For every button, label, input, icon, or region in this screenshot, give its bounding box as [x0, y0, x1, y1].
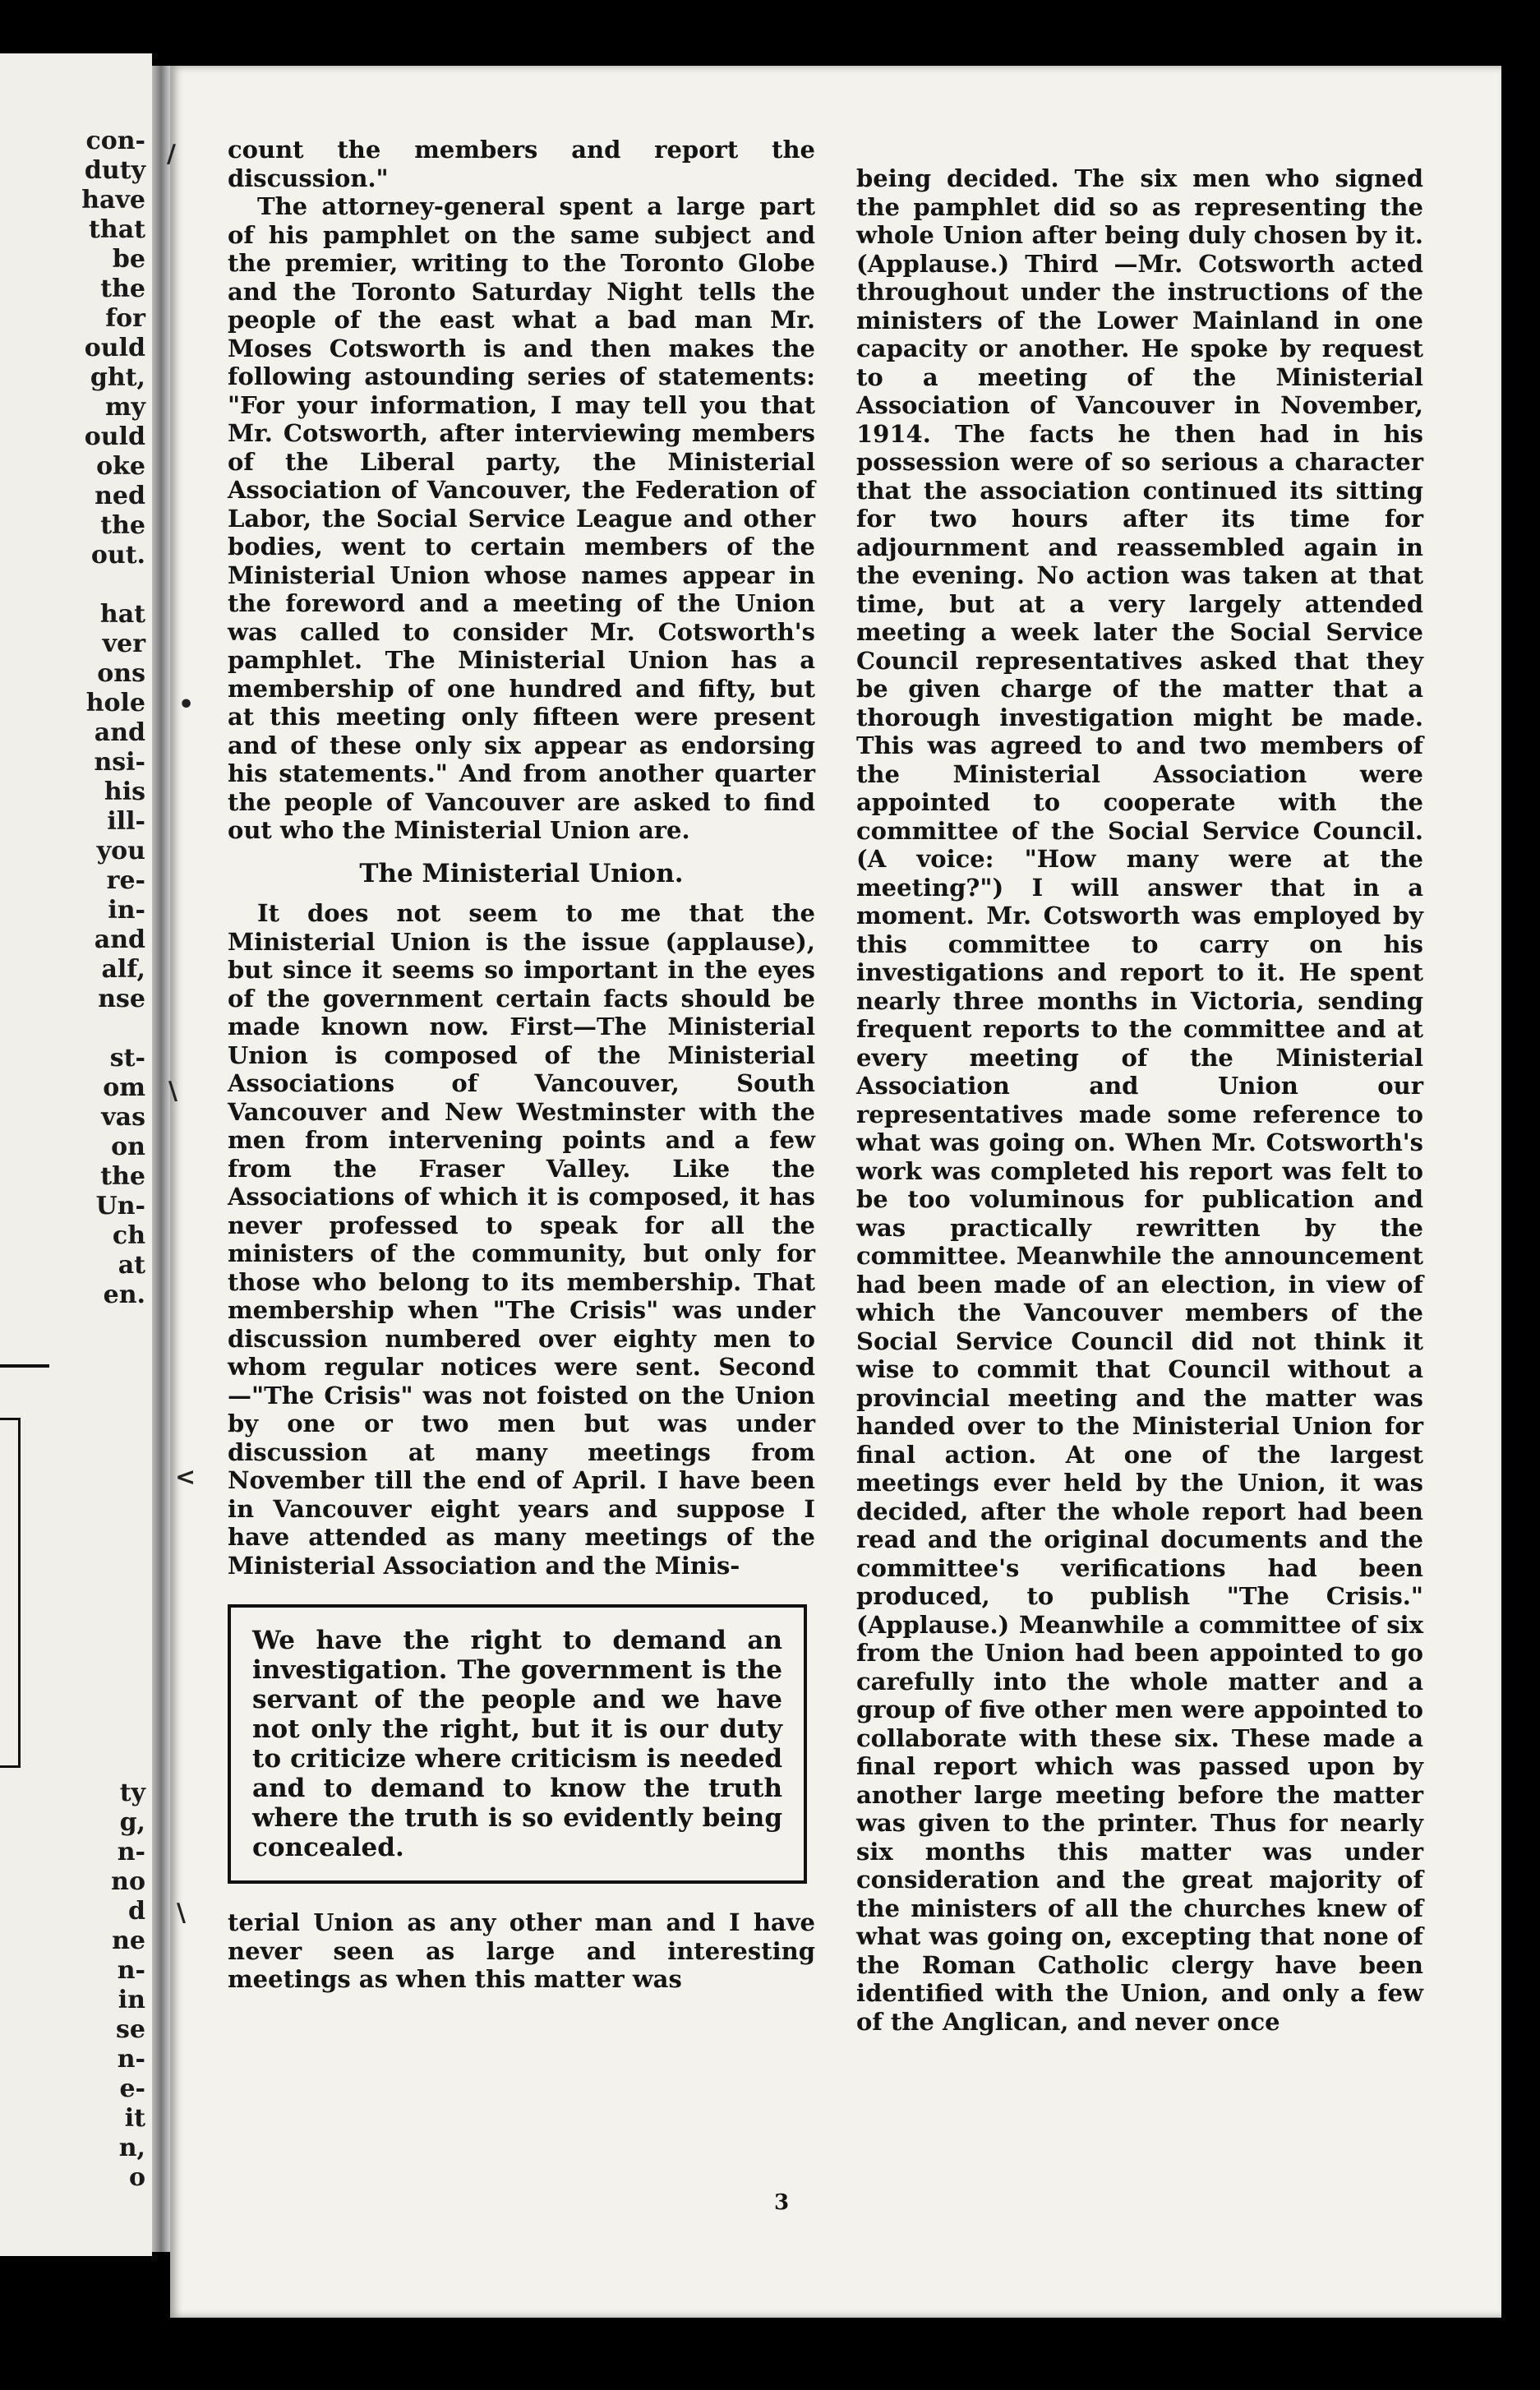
left-page-box	[0, 1418, 21, 1768]
margin-mark: \	[168, 1077, 178, 1105]
left-page-fragment-word: in-	[108, 896, 145, 925]
left-page-fragment-word: no	[111, 1867, 145, 1896]
left-page-fragment-word: you	[96, 837, 145, 865]
left-page-fragment-word: d	[128, 1897, 145, 1926]
left-page-fragment-word: that	[89, 215, 145, 244]
left-page-fragment-word: vas	[101, 1103, 145, 1132]
left-page-fragment-word: nsi-	[94, 748, 145, 777]
left-page-fragment-word: re-	[106, 866, 145, 895]
margin-mark: •	[178, 690, 195, 719]
left-page-fragment-word: out.	[90, 541, 145, 570]
left-page-fragment-word: the	[100, 1162, 145, 1191]
page-number: 3	[774, 2190, 790, 2215]
left-page-fragment-word: at	[118, 1251, 145, 1280]
margin-mark: /	[167, 140, 176, 168]
left-page-fragment-word: for	[105, 304, 145, 333]
paragraph: It does not seem to me that the Ministerial Union is the issue (applause), but since it seems so important in the eyes of the government certain facts should be made known now. First—The Ministerial Union is composed of the Ministerial Associations of Vancouver, South Vancouver and New Westminster with the men from intervening points and a few from the Fraser Valley. Like the Associations of which it is composed, it has never professed to speak for all the ministers of the community, but only for those who belong to its membership. That membership when "The Crisis" was under discussion numbered over eighty men to whom regular notices were sent. Second—"The Crisis" was not foisted on the Union by one or two men but was under discussion at many meetings from November till the end of April. I have been in Vancouver eight years and suppose I have attended as many meetings of the Ministerial Association and the Minis-	[228, 899, 815, 1580]
margin-mark: <	[175, 1463, 196, 1492]
section-heading: The Ministerial Union.	[359, 858, 684, 888]
left-page-fragment-word: my	[104, 393, 145, 422]
left-page-fragment-word: duty	[84, 156, 145, 185]
left-page-fragment-word: ne	[112, 1926, 145, 1955]
left-page-fragment-word: ght,	[90, 363, 145, 392]
left-page-fragment	[0, 53, 152, 2256]
left-page-fragment-word: it	[124, 2104, 145, 2133]
left-page-fragment-word: st-	[109, 1044, 145, 1073]
left-page-fragment-word: ould	[84, 422, 145, 451]
left-page-fragment-word: o	[128, 2163, 145, 2192]
left-page-fragment-word: hat	[99, 600, 145, 629]
left-page-fragment-word: om	[103, 1073, 145, 1102]
left-page-fragment-word: Un-	[95, 1192, 145, 1220]
paragraph: count the members and report the discussion."	[228, 136, 815, 192]
left-column	[228, 136, 815, 1994]
left-page-fragment-word: ned	[95, 482, 145, 510]
left-page-fragment-word: se	[116, 2015, 145, 2044]
left-page-rule	[0, 1364, 49, 1368]
left-page-fragment-word: the	[100, 511, 145, 540]
callout-box	[228, 1604, 807, 1884]
left-page-fragment-word: in	[118, 1986, 145, 2014]
left-page-fragment-word: the	[100, 275, 145, 303]
left-page-fragment-word: en.	[103, 1280, 145, 1309]
callout-text: We have the right to demand an investigation. The government is the servant of the people and we have not only the right, but it is our duty to criticize where criticism is needed and to demand to know the truth where the truth is so evidently being concealed.	[252, 1626, 782, 1862]
left-page-fragment-word: and	[94, 718, 145, 747]
left-page-fragment-word: be	[112, 245, 145, 274]
left-page-fragment-word: ill-	[107, 807, 145, 836]
left-page-fragment-word: con-	[85, 127, 145, 155]
left-page-fragment-word: ould	[84, 334, 145, 362]
page-gutter	[152, 66, 170, 2252]
paragraph: terial Union as any other man and I have never seen as large and interesting meetings as when this matter was	[228, 1908, 815, 1993]
left-page-fragment-word: n-	[117, 1838, 145, 1866]
left-page-fragment-word: oke	[96, 452, 145, 481]
left-page-fragment-word: e-	[119, 2074, 145, 2103]
left-page-fragment-word: have	[81, 186, 145, 215]
left-page-fragment-word: his	[104, 777, 145, 806]
left-page-fragment-word: ons	[97, 659, 145, 688]
left-page-fragment-word: ty	[119, 1779, 145, 1807]
left-page-fragment-word: and	[94, 925, 145, 954]
paragraph: being decided. The six men who signed the pamphlet did so as representing the whole Union after being duly chosen by it. (Applause.) Third —Mr. Cotsworth acted throughout under the instructions of the ministers of the Lower Mainland in one capacity or another. He spoke by request to a meeting of the Ministerial Association of Vancouver in November, 1914. The facts he then had in his possession were of so serious a character that the association continued its sitting for two hours after its time for adjournment and reassembled again in the evening. No action was taken at that time, but at a very largely attended meeting a week later the Social Service Council representatives asked that they be given charge of the matter that a thorough investigation might be made. This was agreed to and two members of the Ministerial Association were appointed to cooperate with the committee of the Social Service Council. (A voice: "How many were at the meeting?") I will answer that in a moment. Mr. Cotsworth was employed by this committee to carry on his investigations and report to it. He spent nearly three months in Victoria, sending frequent reports to the committee and at every meeting of the Ministerial Association and Union our representatives made some reference to what was going on. When Mr. Cotsworth's work was completed his report was felt to be too voluminous for publication and was practically rewritten by the committee. Meanwhile the announcement had been made of an election, in view of which the Vancouver members of the Social Service Council did not think it wise to commit that Council without a provincial meeting and the matter was handed over to the Ministerial Union for final action. At one of the largest meetings ever held by the Union, it was decided, after the whole report had been read and the original documents and the committee's verifications had been produced, to publish "The Crisis." (Applause.) Meanwhile a committee of six from the Union had been appointed to go carefully into the whole matter and a group of five other men were appointed to collaborate with these six. These made a final report which was passed upon by another large meeting before the matter was given to the printer. Thus for nearly six months this matter was under consideration and the great majority of the ministers of all the churches knew of what was going on, excepting that none of the Roman Catholic clergy have been identified with the Union, and only a few of the Anglican, and never once	[856, 164, 1423, 2036]
left-page-fragment-word: n,	[118, 2134, 145, 2162]
left-page-fragment-word: on	[111, 1133, 145, 1161]
page	[167, 66, 1501, 2318]
left-page-fragment-word: ver	[102, 630, 145, 658]
left-page-fragment-word: n-	[117, 2045, 145, 2074]
right-column	[856, 164, 1423, 2036]
left-page-fragment-word: nse	[98, 985, 145, 1013]
margin-mark: \	[177, 1899, 186, 1927]
left-page-fragment-word: alf,	[101, 955, 145, 984]
left-page-fragment-word: hole	[85, 689, 145, 717]
left-page-fragment-word: g,	[119, 1808, 145, 1837]
left-page-fragment-word: n-	[117, 1956, 145, 1985]
left-page-fragment-word: ch	[112, 1221, 145, 1250]
paragraph: The attorney-general spent a large part of his pamphlet on the same subject and the premier, writing to the Toronto Globe and the Toronto Saturday Night tells the people of the east what a bad man Mr. Moses Cotsworth is and then makes the following astounding series of statements: "For your information, I may tell you that Mr. Cotsworth, after interviewing members of the Liberal party, the Ministerial Association of Vancouver, the Federation of Labor, the Social Service League and other bodies, went to certain members of the Ministerial Union whose names appear in the foreword and a meeting of the Union was called to consider Mr. Cotsworth's pamphlet. The Ministerial Union has a membership of one hundred and fifty, but at this meeting only fifteen were present and of these only six appear as endorsing his statements." And from another quarter the people of Vancouver are asked to find out who the Ministerial Union are.	[228, 192, 815, 844]
